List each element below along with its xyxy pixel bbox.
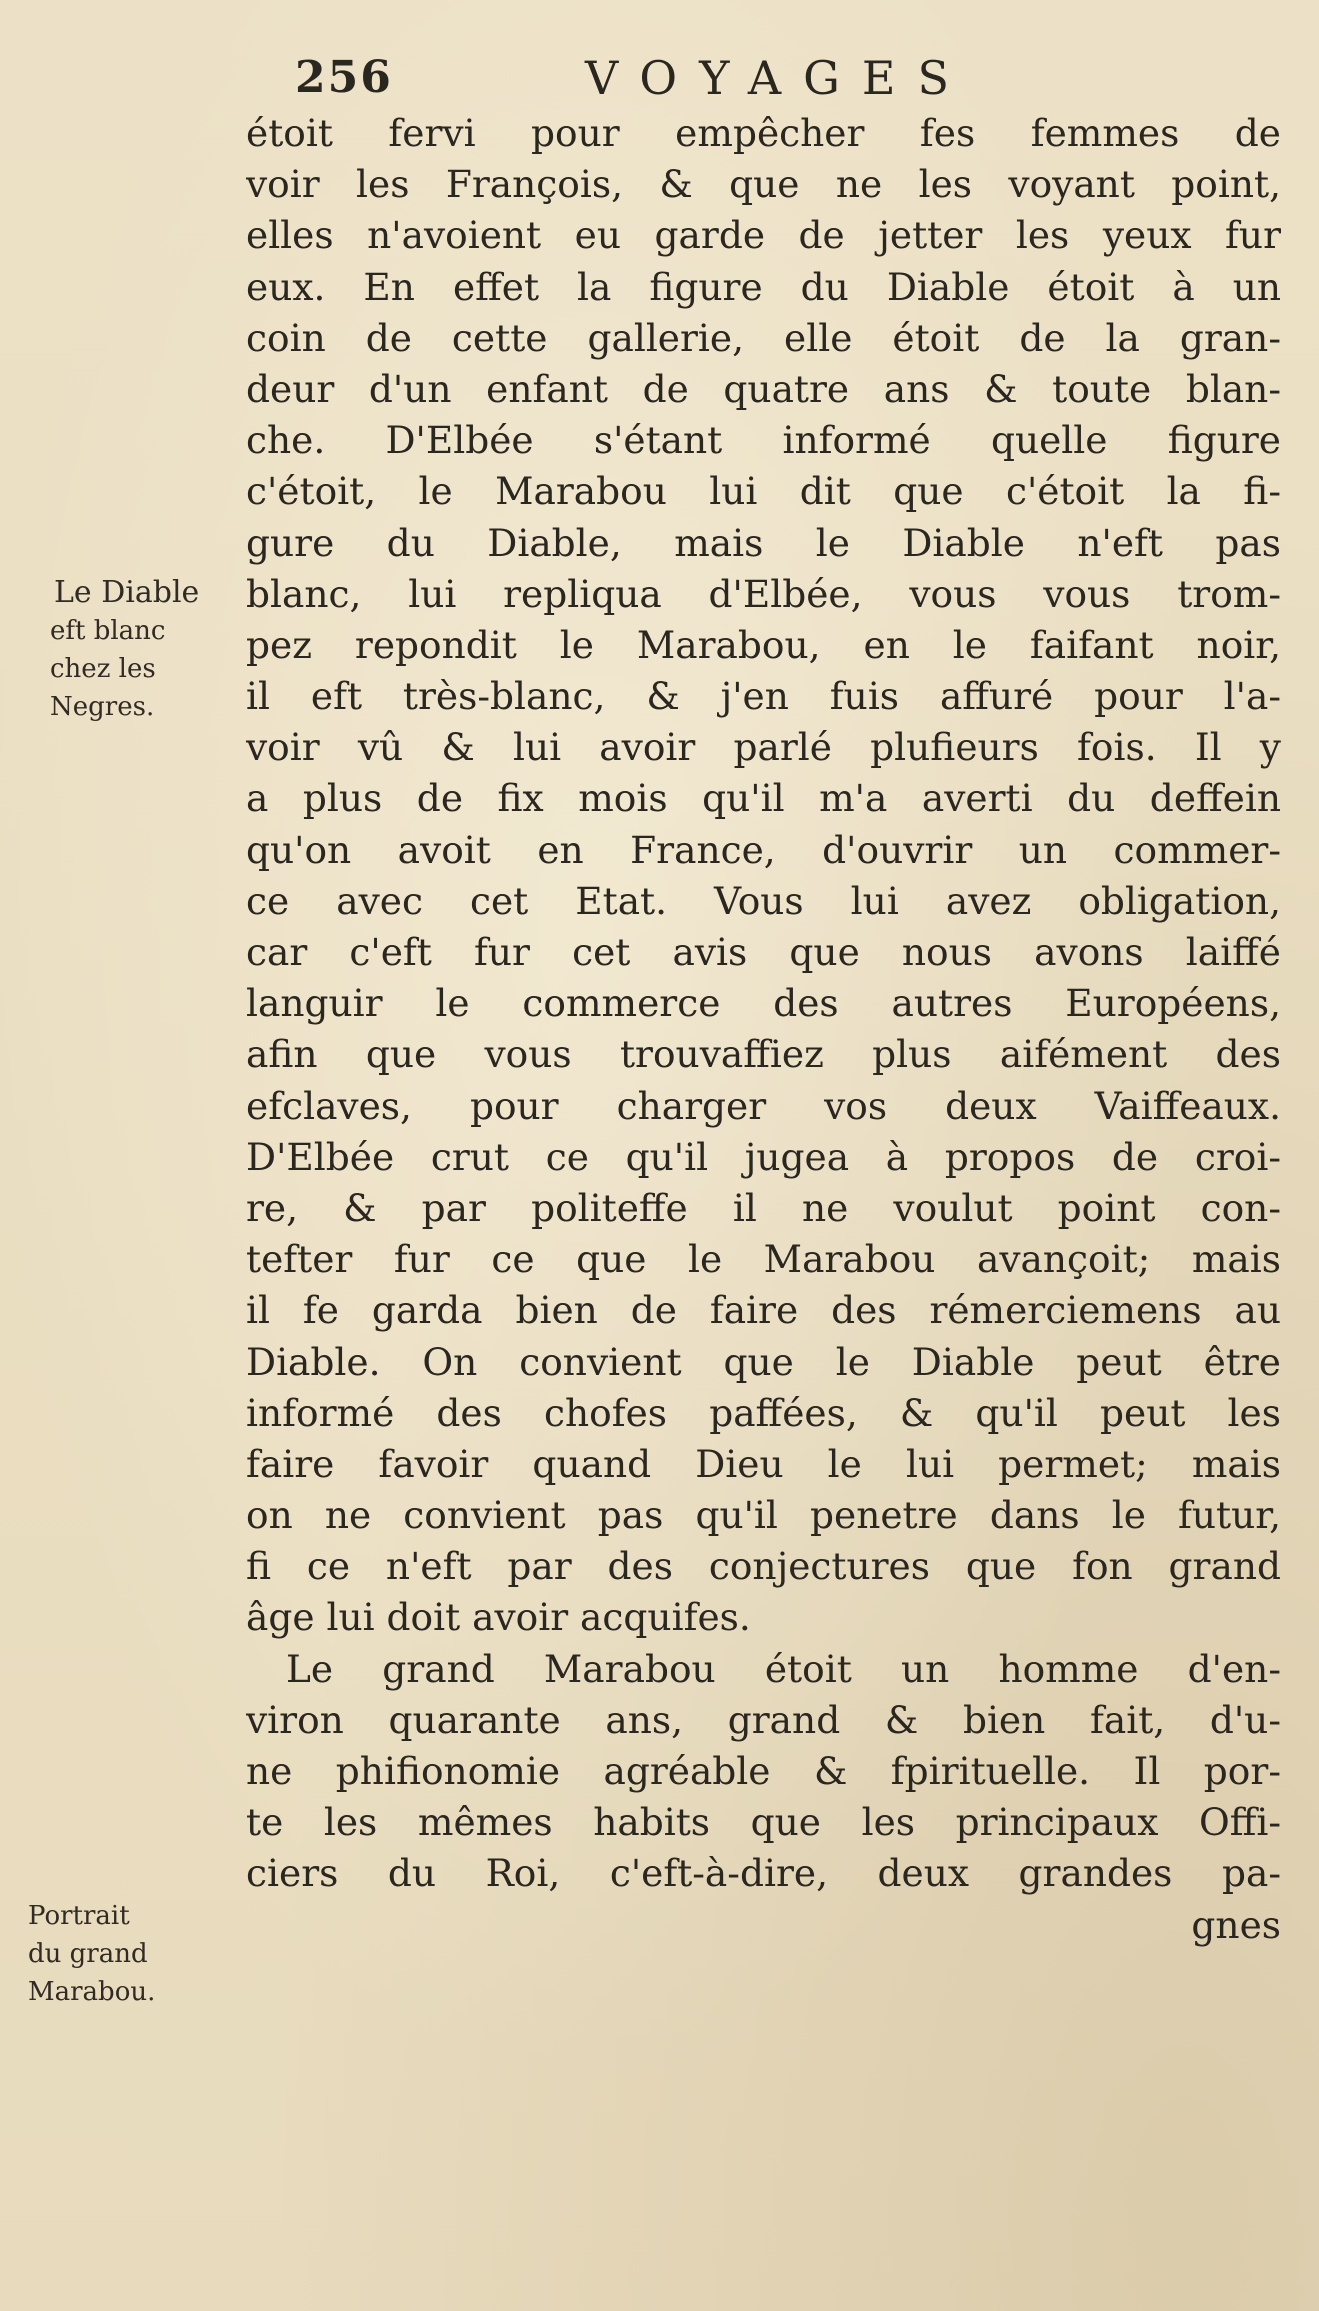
text-line: c'étoit, le Marabou lui dit que c'étoit la fi- [246, 469, 1281, 514]
text-line: deur d'un enfant de quatre ans & toute blan- [246, 366, 1281, 411]
text-line: âge lui doit avoir acquifes. [246, 1595, 751, 1640]
running-head: VOYAGES [585, 51, 971, 105]
margin-note-line: du grand [28, 1939, 148, 1969]
page-header [0, 48, 1319, 108]
page-number: 256 [295, 52, 393, 103]
margin-note-line: Marabou. [28, 1977, 156, 2007]
text-line: elles n'avoient eu garde de jetter les yeux fur [246, 213, 1281, 258]
text-line: fi ce n'eft par des conjectures que fon grand [246, 1544, 1281, 1589]
text-line: car c'eft fur cet avis que nous avons laiffé [246, 930, 1281, 974]
text-line: on ne convient pas qu'il penetre dans le futur, [246, 1493, 1281, 1538]
margin-note-line: Le Diable [54, 575, 200, 610]
text-line: ciers du Roi, c'eft-à-dire, deux grandes pa- [246, 1851, 1281, 1896]
text-line: afin que vous trouvaffiez plus aifément des [246, 1032, 1281, 1077]
text-line: blanc, lui repliqua d'Elbée, vous vous trom- [246, 571, 1281, 616]
catchword: gnes [1191, 1902, 1281, 1947]
body-text [246, 108, 1281, 1951]
text-line: efclaves, pour charger vos deux Vaiffeaux. [246, 1083, 1281, 1128]
text-line: il fe garda bien de faire des rémerciemens au [246, 1288, 1281, 1333]
margin-note-line: Negres. [50, 692, 155, 722]
text-line: pez repondit le Marabou, en le faifant noir, [246, 622, 1281, 667]
text-line: te les mêmes habits que les principaux Offi- [246, 1800, 1281, 1845]
margin-note-line: chez les [50, 654, 156, 684]
margin-note-portrait [28, 1897, 228, 2011]
text-line: informé des chofes paffées, & qu'il peut les [246, 1390, 1281, 1435]
text-line: qu'on avoit en France, d'ouvrir un commer- [246, 827, 1281, 872]
text-line: viron quarante ans, grand & bien fait, d'u- [246, 1697, 1281, 1742]
margin-note-diable [50, 574, 250, 726]
text-line: tefter fur ce que le Marabou avançoit; mais [246, 1237, 1281, 1282]
text-line: coin de cette gallerie, elle étoit de la gran- [246, 315, 1281, 360]
text-line: ce avec cet Etat. Vous lui avez obligation, [246, 878, 1281, 923]
text-line: a plus de fix mois qu'il m'a averti du deffein [246, 776, 1281, 821]
text-line: re, & par politeffe il ne voulut point con- [246, 1185, 1281, 1230]
text-line: Le grand Marabou étoit un homme d'en- [286, 1646, 1281, 1691]
text-line: D'Elbée crut ce qu'il jugea à propos de croi- [246, 1134, 1281, 1179]
text-line: faire favoir quand Dieu le lui permet; mais [246, 1441, 1281, 1486]
text-line: voir les François, & que ne les voyant point, [246, 162, 1281, 207]
text-line: che. D'Elbée s'étant informé quelle figure [246, 418, 1281, 463]
text-line: voir vû & lui avoir parlé plufieurs fois. Il y [246, 725, 1281, 770]
margin-note-line: Portrait [28, 1901, 130, 1931]
text-line: ne phifionomie agréable & fpirituelle. Il por- [246, 1749, 1281, 1793]
text-line: étoit fervi pour empêcher fes femmes de [246, 111, 1281, 155]
text-line: eux. En effet la figure du Diable étoit à un [246, 264, 1281, 309]
text-line: gure du Diable, mais le Diable n'eft pas [246, 520, 1281, 565]
text-line: il eft très-blanc, & j'en fuis affuré pour l'a- [246, 674, 1281, 719]
text-line: languir le commerce des autres Européens, [246, 981, 1281, 1026]
margin-note-line: eft blanc [50, 616, 166, 646]
text-line: Diable. On convient que le Diable peut être [246, 1339, 1281, 1384]
